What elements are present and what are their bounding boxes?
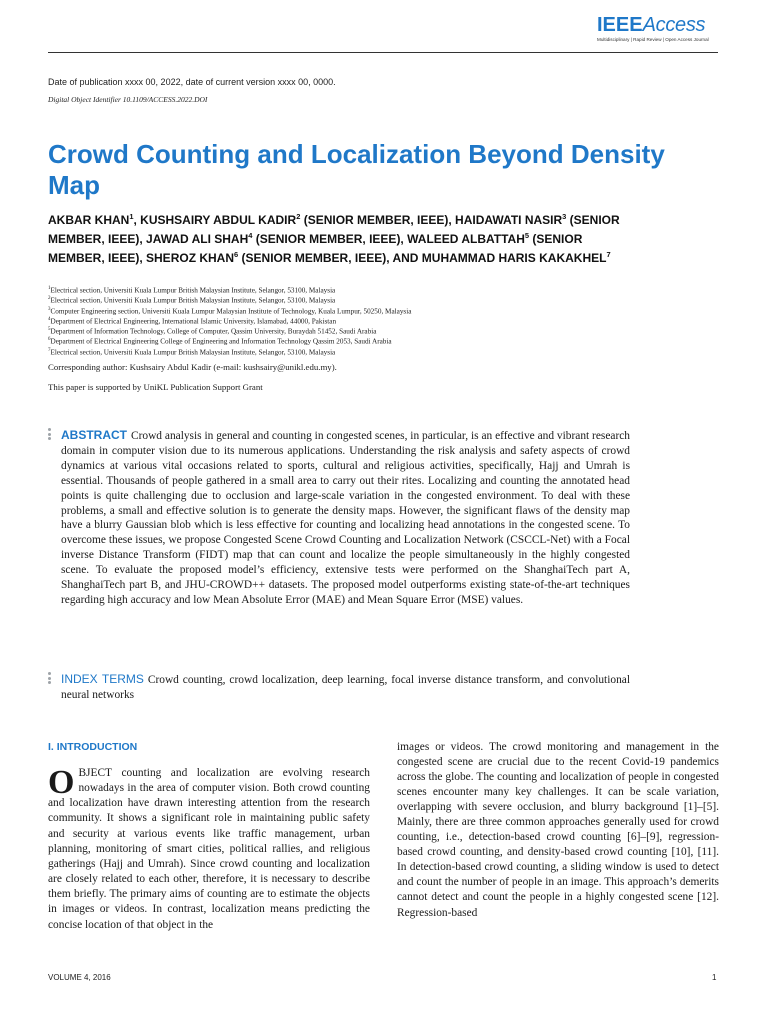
abstract-dots-icon	[48, 428, 51, 442]
author-suffix: (SENIOR MEMBER, IEEE),	[48, 213, 620, 246]
author-name: AKBAR KHAN	[48, 213, 130, 227]
logo-brand-italic: Access	[642, 14, 706, 36]
author-suffix: (SENIOR MEMBER, IEEE),	[252, 232, 408, 246]
page-number: 1	[712, 973, 717, 982]
affiliation-list	[48, 285, 648, 357]
author-name: KUSHSAIRY ABDUL KADIR	[140, 213, 297, 227]
author-affiliation-mark: 7	[606, 250, 611, 259]
index-terms-text: Crowd counting, crowd localization, deep learning, focal inverse distance transform, and convolutional neural networks	[61, 674, 630, 701]
author	[146, 251, 392, 265]
author-list	[48, 209, 638, 266]
affiliation-text: Department of Information Technology, College of Computer, Qassim University, Buraydah 51452, Saudi Arabia	[50, 327, 377, 336]
affiliation-number: 3	[48, 306, 51, 312]
author	[392, 251, 610, 265]
affiliation-text: Electrical section, Universiti Kuala Lumpur British Malaysian Institute, Selangor, 53100, Malaysia	[50, 286, 336, 295]
abstract	[61, 428, 630, 608]
author-name: JAWAD ALI SHAH	[146, 232, 249, 246]
paper-title: Crowd Counting and Localization Beyond Density Map	[48, 139, 665, 200]
abstract-label: ABSTRACT	[61, 428, 127, 442]
affiliation-line	[48, 295, 648, 305]
author-name: HAIDAWATI NASIR	[455, 213, 563, 227]
doi-line: Digital Object Identifier 10.1109/ACCESS.2022.DOI	[48, 95, 208, 104]
affiliation-number: 7	[48, 347, 51, 353]
affiliation-line	[48, 326, 648, 336]
logo-brand-bold: IEEE	[597, 14, 643, 36]
affiliation-line	[48, 306, 648, 316]
author-name: AND MUHAMMAD HARIS KAKAKHEL	[392, 251, 607, 265]
author	[48, 213, 140, 227]
affiliation-line	[48, 316, 648, 326]
drop-cap: O	[48, 764, 75, 801]
affiliation-text: Electrical section, Universiti Kuala Lumpur British Malaysian Institute, Selangor, 53100, Malaysia	[50, 296, 336, 305]
affiliation-number: 5	[48, 327, 51, 333]
publication-date: Date of publication xxxx 00, 2022, date of current version xxxx 00, 0000.	[48, 77, 336, 87]
author-affiliation-mark: 1	[129, 212, 134, 221]
index-terms	[61, 672, 630, 703]
author-affiliation-mark: 2	[296, 212, 301, 221]
affiliation-line	[48, 285, 648, 295]
header-rule	[48, 52, 718, 53]
affiliation-number: 1	[48, 286, 51, 291]
author-affiliation-mark: 3	[562, 212, 567, 221]
author-affiliation-mark: 5	[524, 231, 530, 240]
body-column-right: images or videos. The crowd monitoring and management in the congested scene are crucial due to the recent Covid-19 pandemics across the globe. The counting and localization of people in congested scenes encounter many key challenges. It can be scale variation, overlapping with severe occlusion, and blurry background [1]–[5]. Mainly, there are three common approaches generally used for crowd counting, i.e., detection-based crowd counting [6]–[9], regression-based crowd counting, and density-based crowd counting [10], [11]. In detection-based crowd counting, a sliding window is used to detect and count the number of people in an image. This approach’s demerits cannot detect and count the people in a highly congested scene [12]. Regression-based	[397, 741, 719, 919]
intro-paragraph: counting and localization are evolving research nowadays in the area of computer vision. Both crowd counting and localization have drawn interesting attention from the research community. It shows a significant role in maintaining public safety and security at various events like traffic management, urban planning, monitoring of smart cities, political rallies, and religious gatherings (Hajj and Umrah). Since crowd counting and localization are closely related to each other, therefore, it is necessary to describe them briefly. The primary aims of counting are to estimate the objects in images or videos. In contrast, localization means predicting the concise location of that object in the	[48, 767, 370, 931]
section-heading: I. INTRODUCTION	[48, 741, 138, 753]
affiliation-text: Electrical section, Universiti Kuala Lumpur British Malaysian Institute, Selangor, 53100, Malaysia	[50, 348, 336, 357]
author-suffix: (SENIOR MEMBER, IEEE),	[48, 232, 583, 265]
affiliation-text: Computer Engineering section, Universiti Kuala Lumpur Malaysian Institute of Technology, Kuala Lumpur, 50250, Malaysia	[50, 306, 412, 315]
funding-note: This paper is supported by UniKL Publication Support Grant	[48, 382, 263, 392]
author-name: SHEROZ KHAN	[146, 251, 235, 265]
affiliation-number: 4	[48, 316, 51, 322]
lead-word: BJECT	[78, 767, 112, 779]
affiliation-line	[48, 347, 648, 357]
corresponding-author: Corresponding author: Kushsairy Abdul Kadir (e-mail: kushsairy@unikl.edu.my).	[48, 362, 337, 372]
author	[146, 232, 407, 246]
author-affiliation-mark: 6	[234, 250, 239, 259]
body-column-left	[48, 766, 370, 933]
author-suffix: (SENIOR MEMBER, IEEE),	[300, 213, 456, 227]
author-suffix: (SENIOR MEMBER, IEEE),	[238, 251, 393, 265]
author	[140, 213, 455, 227]
abstract-text: Crowd analysis in general and counting in congested scenes, in particular, is an effective and vibrant research domain in computer vision due to its numerous applications. Understanding the risk analysis and safety aspects of crowd dynamics at various vital occasions related to sports, cultural and religious activities, specifically, Hajj and Umrah is essential. Thousands of people gathered in a small area to carry out their rites. Localizing and counting the annotated head points is quite challenging due to occlusion and large-scale variation in the congested environment. To deal with these problems, a small and effective solution is to generate the density maps. However, the significant flaws of the density map have a blurry Gaussian blob which is less effective for counting and localizing head annotations in the congested scene. To overcome these issues, we propose Congested Scene Crowd Counting and Localization Network (CSCCL-Net) with a Focal inverse Distance Transform (FIDT) map that can count and localize the people simultaneously in the highly congested scene. To evaluate the proposed model’s efficiency, extensive tests were performed on the ShanghaiTech part A, ShanghaiTech part B, and JHU-CROWD++ datasets. The proposed model outperforms existing state-of-the-art techniques regarding high accuracy and low Mean Absolute Error (MAE) and Mean Square Error (MSE) values.	[61, 430, 630, 606]
author-name: WALEED ALBATTAH	[407, 232, 525, 246]
footer-volume: VOLUME 4, 2016	[48, 973, 111, 982]
affiliation-line	[48, 336, 648, 346]
index-terms-dots-icon	[48, 672, 51, 686]
author-suffix: ,	[133, 213, 141, 227]
journal-logo	[597, 14, 715, 42]
affiliation-text: Department of Electrical Engineering College of Engineering and Information Technology Qassim 2053, Saudi Arabia	[50, 337, 392, 346]
author-affiliation-mark: 4	[248, 231, 253, 240]
logo-tagline: Multidisciplinary | Rapid Review | Open Access Journal	[597, 37, 709, 42]
affiliation-number: 6	[48, 337, 51, 343]
index-terms-label: INDEX TERMS	[61, 672, 144, 686]
affiliation-text: Department of Electrical Engineering, International Islamic University, Islamabad, 44000, Pakistan	[50, 317, 337, 326]
affiliation-number: 2	[48, 296, 51, 302]
